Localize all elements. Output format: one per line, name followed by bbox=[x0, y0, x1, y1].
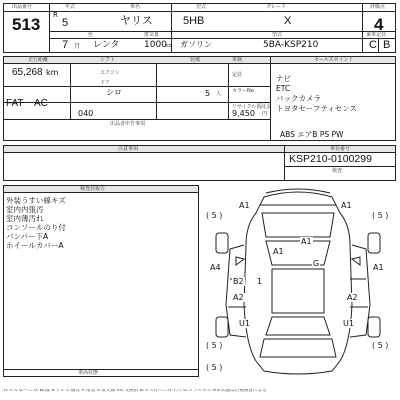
tire-paren-rl: ( 5 ) bbox=[206, 341, 223, 350]
grade-label: グレード bbox=[266, 4, 287, 10]
code-front-right-top: A1 bbox=[341, 201, 352, 210]
inspector-footer: 車両状態 bbox=[78, 370, 99, 376]
seats-label: 乗車定員 bbox=[366, 32, 387, 38]
tire-paren-spare: ( 5 ) bbox=[206, 363, 223, 372]
maker-name: ヤリス bbox=[120, 15, 153, 27]
aircon-value: AC bbox=[34, 98, 48, 109]
inspector-note: コンソールのり付 bbox=[6, 223, 66, 232]
equipment-label: 装備 bbox=[190, 57, 201, 63]
shift-type: シロ bbox=[106, 88, 122, 97]
car-diagram bbox=[200, 185, 396, 377]
chassis-sub: 検査 bbox=[332, 168, 343, 174]
displacement: 1000 bbox=[144, 40, 167, 50]
code-left-rear-door: A2 bbox=[233, 293, 244, 302]
mileage-unit: km bbox=[46, 68, 59, 77]
tire-paren-fl: ( 5 ) bbox=[206, 211, 223, 220]
body-type: 5HB bbox=[183, 15, 205, 27]
lot-number: 513 bbox=[12, 15, 41, 34]
recycle-unit: 円 bbox=[262, 111, 268, 117]
chassis-number: KSP210-0100299 bbox=[289, 153, 372, 165]
inspector-note: 室内内張汚 bbox=[6, 205, 44, 214]
code-right-fender: A1 bbox=[373, 263, 384, 272]
interior-grade: C bbox=[369, 39, 377, 51]
displacement-unit: cc bbox=[166, 43, 172, 49]
car-outline bbox=[200, 185, 396, 377]
car-category: レンタ bbox=[93, 40, 120, 50]
code-left-fender: A4 bbox=[210, 263, 221, 272]
recycle-value: 9,450 bbox=[232, 109, 255, 118]
lot-label: 出品番号 bbox=[12, 4, 33, 10]
tire-paren-fr: ( 5 ) bbox=[372, 211, 389, 220]
code-roof: A1 bbox=[273, 247, 284, 256]
aircon-label: エアコン bbox=[100, 70, 120, 76]
code-right-rear-door: A2 bbox=[347, 293, 358, 302]
equipment-line: ABS エアB PS PW bbox=[280, 130, 344, 139]
inspector-note: 室内薄汚れ bbox=[6, 214, 44, 223]
fuel-type: ガソリン bbox=[180, 40, 212, 49]
shift-value: FAT bbox=[6, 98, 24, 109]
year-era: R bbox=[53, 11, 58, 19]
month-unit: 月 bbox=[74, 43, 81, 50]
score-label: 評価点 bbox=[370, 4, 386, 10]
sales-point-item: ETC bbox=[276, 84, 291, 93]
type-label: 型式 bbox=[196, 4, 207, 10]
chassis-label: 車台番号 bbox=[330, 146, 351, 152]
color-code-label: カラーNo bbox=[232, 88, 254, 94]
inspector-label: 検査員報告 bbox=[80, 186, 106, 192]
seat-count: 5 bbox=[205, 89, 211, 98]
legend-footer: A:キズ U:へこみ W:波 S:サビ C:腐食 P:塗装 X:要交換 XX:交換済 B:キズ付へこみ Y:穴 G:ガラスキズ ※本状態は目視検査による bbox=[4, 389, 267, 393]
sales-point-item: ナビ bbox=[276, 74, 291, 83]
recycle-label: リサイクル預託金 bbox=[232, 104, 272, 110]
remarks-label: 注意事項 bbox=[118, 146, 139, 152]
inspector-note: ホイールカバーA bbox=[6, 241, 64, 250]
year-label: 年式 bbox=[65, 4, 76, 10]
score-value: 4 bbox=[374, 15, 384, 34]
cc-label: 排気量 bbox=[144, 32, 160, 38]
code-left-front-door-val: 1 bbox=[257, 277, 263, 286]
month-value: 7 bbox=[62, 39, 69, 51]
model-label: 型式 bbox=[272, 32, 283, 38]
code-right-rear-wheel: U1 bbox=[343, 319, 354, 328]
inspector-note: バンパー下A bbox=[6, 232, 49, 241]
exterior-grade: B bbox=[383, 39, 391, 51]
sales-point-item: バックカメラ bbox=[276, 94, 321, 103]
mileage-label: 走行距離 bbox=[28, 57, 49, 63]
sales-point-item: トヨタセーフティセンス bbox=[276, 104, 357, 113]
code-left-front-door: B2 bbox=[233, 277, 244, 286]
seating-label: 定員 bbox=[232, 72, 243, 78]
code-hood: A1 bbox=[301, 237, 312, 246]
color-label: 色 bbox=[88, 32, 94, 38]
inspection-label: 車検 bbox=[232, 57, 243, 63]
code-left-rear-wheel: U1 bbox=[239, 319, 250, 328]
sales-points-label: セールスポイント bbox=[314, 57, 354, 63]
note-label: 出品者申告事項 bbox=[110, 121, 146, 127]
tire-paren-rr: ( 5 ) bbox=[372, 341, 389, 350]
shift-label: シフト bbox=[100, 57, 116, 63]
mileage-value: 65,268 bbox=[12, 67, 43, 78]
seat-unit: 人 bbox=[216, 91, 222, 97]
grade-value: X bbox=[284, 15, 292, 27]
color-number: 040 bbox=[78, 109, 94, 118]
maker-label: 車名 bbox=[130, 4, 141, 10]
model-code: 5BA-KSP210 bbox=[263, 40, 319, 50]
code-front-left-top: A1 bbox=[239, 201, 250, 210]
doors-label: ドア bbox=[100, 80, 110, 86]
code-windshield: G bbox=[313, 259, 320, 268]
year-value: 5 bbox=[62, 17, 69, 29]
inspector-note: 外装うすい線キズ bbox=[6, 196, 66, 205]
